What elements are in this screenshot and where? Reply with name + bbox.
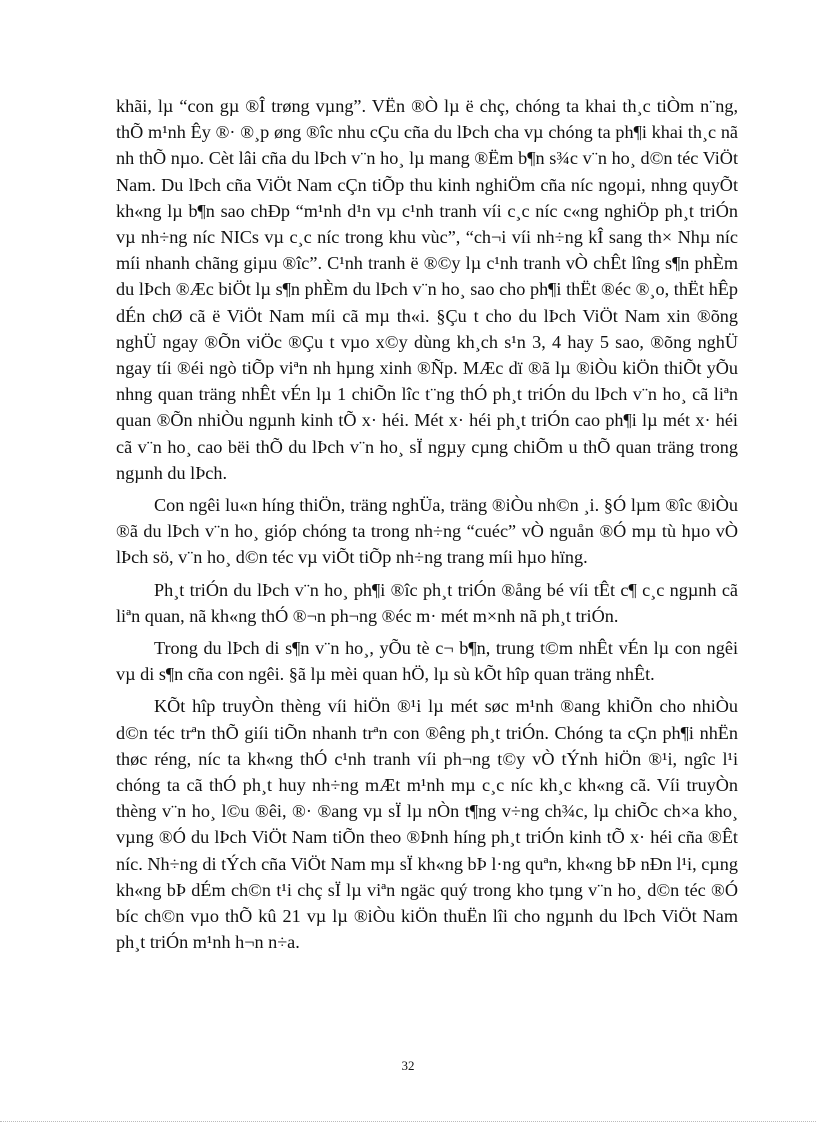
paragraph-2: Con ngêi lu«n híng thiÖn, träng nghÜa, träng ®iÒu nh©n ¸i. §Ó lµm ®îc ®iÒu ®ã du lÞch v¨n ho¸ gióp chóng ta trong nh÷ng “cuéc” vÒ nguån ®Ó mµ tù hµo vÒ lÞch sö, v¨n ho¸ d©n téc vµ viÕt tiÕp nh÷ng trang míi hµo hïng. [116,495,738,568]
paragraph-4: Trong du lÞch di s¶n v¨n ho¸, yÕu tè c¬ b¶n, trung t©m nhÊt vÉn lµ con ngêi vµ di s¶n cña con ngêi. §ã lµ mèi quan hÖ, lµ sù kÕt hîp quan träng nhÊt. [116,638,738,685]
paragraph-3: Ph¸t triÓn du lÞch v¨n ho¸ ph¶i ®îc ph¸t triÓn ®ång bé víi tÊt c¶ c¸c ngµnh cã liªn quan, nã kh«ng thÓ ®¬n ph¬ng ®éc m· mét m×nh nã ph¸t triÓn. [116,579,738,626]
paragraph-1: khãi, lµ “con gµ ®Î trøng vµng”. VËn ®Ò lµ ë chç, chóng ta khai th¸c tiÒm n¨ng, thÕ m¹nh Êy ®· ®¸p øng ®îc nhu cÇu cña du lÞch cha vµ chóng ta ph¶i khai th¸c nã nh thÕ nµo. Cèt lâi cña du lÞch v¨n ho¸ lµ mang ®Ëm b¶n s¾c v¨n ho¸ d©n téc ViÖt Nam. Du lÞch cña ViÖt Nam cÇn tiÕp thu kinh nghiÖm cña níc ngoµi, nhng quyÕt kh«ng lµ b¶n sao chÐp “m¹nh d¹n vµ c¹nh tranh víi c¸c níc c«ng nghiÖp ph¸t triÓn vµ nh÷ng níc NICs vµ c¸c níc trong khu vùc”, “ch¬i víi nh÷ng kÎ sang th× Nhµ níc míi nhanh chãng giµu ®îc”. C¹nh tranh ë ®©y lµ c¹nh tranh vÒ chÊt lîng s¶n phÈm du lÞch ®Æc biÖt lµ s¶n phÈm du lÞch v¨n ho¸ sao cho ph¶i thËt ®éc ®¸o, thËt hÊp dÉn chØ cã ë ViÖt Nam míi cã mµ th«i. §Çu t cho du lÞch ViÖt Nam xin ®õng nghÜ ngay ®Õn viÖc ®Çu t vµo x©y dùng kh¸ch s¹n 3, 4 hay 5 sao, ®õng nghÜ ngay tíi ®éi ngò tiÕp viªn nh hµng xinh ®Ñp. MÆc dï ®ã lµ ®iÒu kiÖn thiÕt yÕu nhng quan träng nhÊt vÉn lµ 1 chiÕn lîc t¨ng thÓ ph¸t triÓn du lÞch v¨n ho¸ cã liªn quan ®Õn nhiÒu ngµnh kinh tÕ x· héi. Mét x· héi ph¸t triÓn cao ph¶i lµ mét x· héi cã v¨n ho¸ cao bëi thÕ du lÞch v¨n ho¸ sÏ ngµy cµng chiÕm u thÕ quan träng trong ngµnh du lÞch. [116,96,738,483]
body-text [116,93,738,962]
paragraph-5: KÕt hîp truyÒn thèng víi hiÖn ®¹i lµ mét søc m¹nh ®ang khiÕn cho nhiÒu d©n téc trªn thÕ giíi tiÕn nhanh trªn con ®êng ph¸t triÓn. Chóng ta cÇn ph¶i nhËn thøc réng, níc ta kh«ng thÓ c¹nh tranh víi ph¬ng t©y vÒ tÝnh hiÖn ®¹i, ngîc l¹i chóng ta cã thÓ ph¸t huy nh÷ng mÆt m¹nh mµ c¸c níc kh¸c kh«ng cã. Víi truyÒn thèng v¨n ho¸ l©u ®êi, ®· ®ang vµ sÏ lµ nÒn t¶ng v÷ng ch¾c, lµ chiÕc ch×a kho¸ vµng ®Ó du lÞch ViÖt Nam tiÕn theo ®Þnh híng ph¸t triÓn kinh tÕ x· héi cña ®Êt níc. Nh÷ng di tÝch cña ViÖt Nam mµ sÏ kh«ng bÞ l·ng quªn, kh«ng bÞ nÐn l¹i, cµng kh«ng bÞ dÉm ch©n t¹i chç sÏ lµ viªn ngäc quý trong kho tµng v¨n ho¸ d©n téc ®Ó bíc ch©n vµo thÕ kû 21 vµ lµ ®iÒu kiÖn thuËn lîi cho ngµnh du lÞch ViÖt Nam ph¸t triÓn m¹nh h¬n n÷a. [116,696,738,953]
page-bottom-divider [0,1121,816,1122]
page-number: 32 [401,1058,415,1073]
